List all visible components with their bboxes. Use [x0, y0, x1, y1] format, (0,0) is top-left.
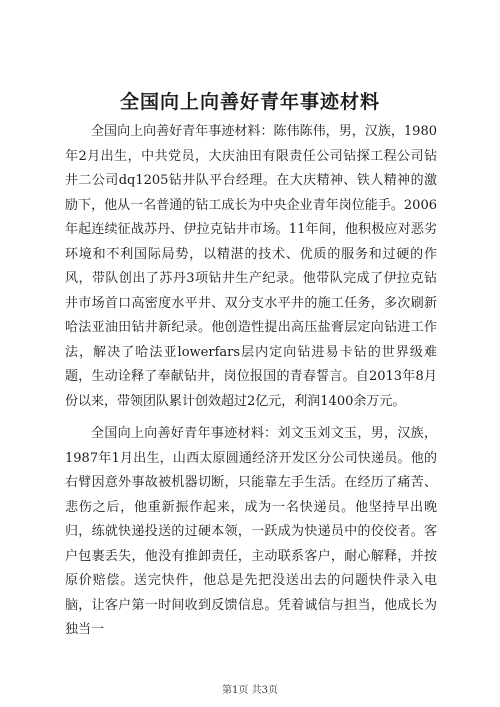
paragraph-chen-wei: 全国向上向善好青年事迹材料：陈伟陈伟，男，汉族，1980年2月出生，中共党员，大庆油田有限责任公司钻探工程公司钻井二公司dq1205钻井队平台经理。在大庆精神、铁人精神的激励下，他从一名普通的钻工成长为中央企业青年岗位能手。2006年起连续征战苏丹、伊拉克钻井市场。11年间，他积极应对恶劣环境和不利国际局势，以精湛的技术、优质的服务和过硬的作风，带队创出了苏丹3项钻井生产纪录。他带队完成了伊拉克钻井市场首口高密度水平井、双分支水平井的施工任务，多次刷新哈法亚油田钻井新纪录。他创造性提出高压盐膏层定向钻进工作法，解决了哈法亚lowerfars层内定向钻进易卡钻的世界级难题，生动诠释了奉献钻井，岗位报国的青春誓言。自2013年8月份以来，带领团队累计创效超过2亿元，利润1400余万元。: [65, 124, 437, 409]
page-number-footer: 第1页 共3页: [222, 685, 278, 696]
document-title: 全国向上向善好青年事迹材料: [119, 91, 380, 113]
document-body: [65, 120, 437, 643]
paragraph-liu-wenyu: 全国向上向善好青年事迹材料：刘文玉刘文玉，男，汉族，1987年1月出生，山西太原圆通经济开发区分公司快递员。他的右臂因意外事故被机器切断，只能靠左手生活。在经历了痛苦、悲伤之后，他重新振作起来，成为一名快递员。他坚持早出晚归，练就快递投送的过硬本领，一跃成为快递员中的佼佼者。客户包裹丢失，他没有推卸责任，主动联系客户，耐心解释，并按原价赔偿。送完快件，他总是先把没送出去的问题快件录入电脑，让客户第一时间收到反馈信息。凭着诚信与担当，他成长为独当一: [65, 426, 437, 637]
